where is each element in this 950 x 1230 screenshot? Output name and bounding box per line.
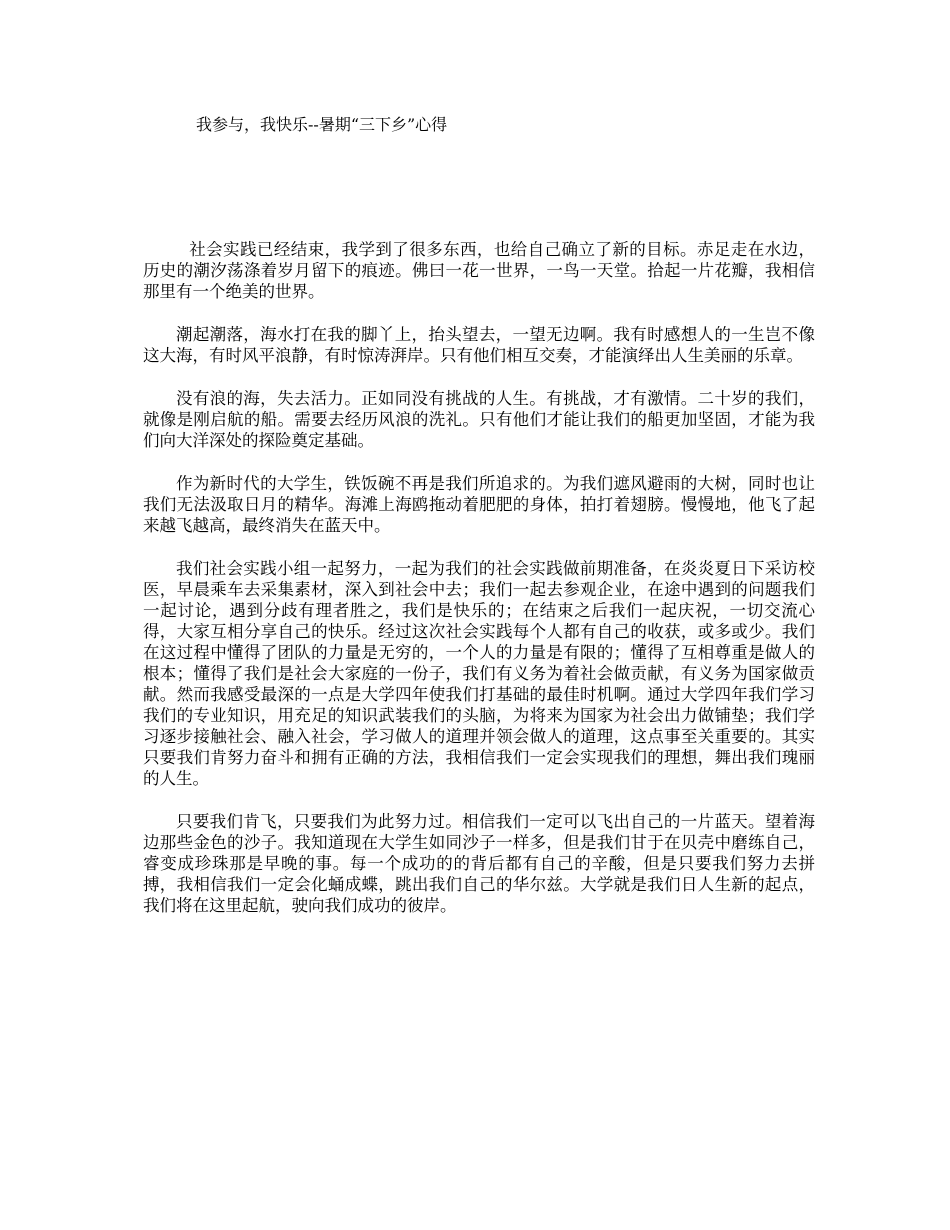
paragraph: 我们社会实践小组一起努力，一起为我们的社会实践做前期准备，在炎炎夏日下采访校医，早晨乘车去采集素材，深入到社会中去；我们一起去参观企业，在途中遇到的问题我们一起讨论，遇到分歧有理者胜之，我们是快乐的；在结束之后我们一起庆祝，一切交流心得，大家互相分享自己的快乐。经过这次社会实践每个人都有自己的收获，或多或少。我们在这过程中懂得了团队的力量是无穷的，一个人的力量是有限的；懂得了互相尊重是做人的根本；懂得了我们是社会大家庭的一份子，我们有义务为着社会做贡献，有义务为国家做贡献。然而我感受最深的一点是大学四年使我们打基础的最佳时机啊。通过大学四年我们学习我们的专业知识，用充足的知识武装我们的头脑，为将来为国家为社会出力做铺垫；我们学习逐步接触社会、融入社会，学习做人的道理并领会做人的道理，这点事至关重要的。其实只要我们肯努力奋斗和拥有正确的方法，我相信我们一定会实现我们的理想，舞出我们瑰丽的人生。 [143, 559, 815, 788]
document-body [143, 239, 815, 938]
paragraph: 社会实践已经结束，我学到了很多东西，也给自己确立了新的目标。赤足走在水边，历史的潮汐荡涤着岁月留下的痕迹。佛曰一花一世界，一鸟一天堂。拾起一片花瓣，我相信那里有一个绝美的世界。 [143, 240, 815, 301]
paragraph: 只要我们肯飞，只要我们为此努力过。相信我们一定可以飞出自己的一片蓝天。望着海边那些金色的沙子。我知道现在大学生如同沙子一样多，但是我们甘于在贝壳中磨练自己，睿变成珍珠那是早晚的事。每一个成功的的背后都有自己的辛酸，但是只要我们努力去拼搏，我相信我们一定会化蛹成蝶，跳出我们自己的华尔兹。大学就是我们日人生新的起点，我们将在这里起航，驶向我们成功的彼岸。 [143, 812, 815, 915]
paragraph: 没有浪的海，失去活力。正如同没有挑战的人生。有挑战，才有激情。二十岁的我们，就像是刚启航的船。需要去经历风浪的洗礼。只有他们才能让我们的船更加坚固，才能为我们向大洋深处的探险奠定基础。 [143, 389, 815, 450]
paragraph: 潮起潮落，海水打在我的脚丫上，抬头望去，一望无边啊。我有时感想人的一生岂不像这大海，有时风平浪静，有时惊涛湃岸。只有他们相互交奏，才能演绎出人生美丽的乐章。 [143, 325, 815, 365]
paragraph: 作为新时代的大学生，铁饭碗不再是我们所追求的。为我们遮风避雨的大树，同时也让我们无法汲取日月的精华。海滩上海鸥拖动着肥肥的身体，拍打着翅膀。慢慢地，他飞了起来越飞越高，最终消失在蓝天中。 [143, 474, 815, 535]
document-title: 我参与，我快乐--暑期“三下乡”心得 [196, 115, 448, 134]
